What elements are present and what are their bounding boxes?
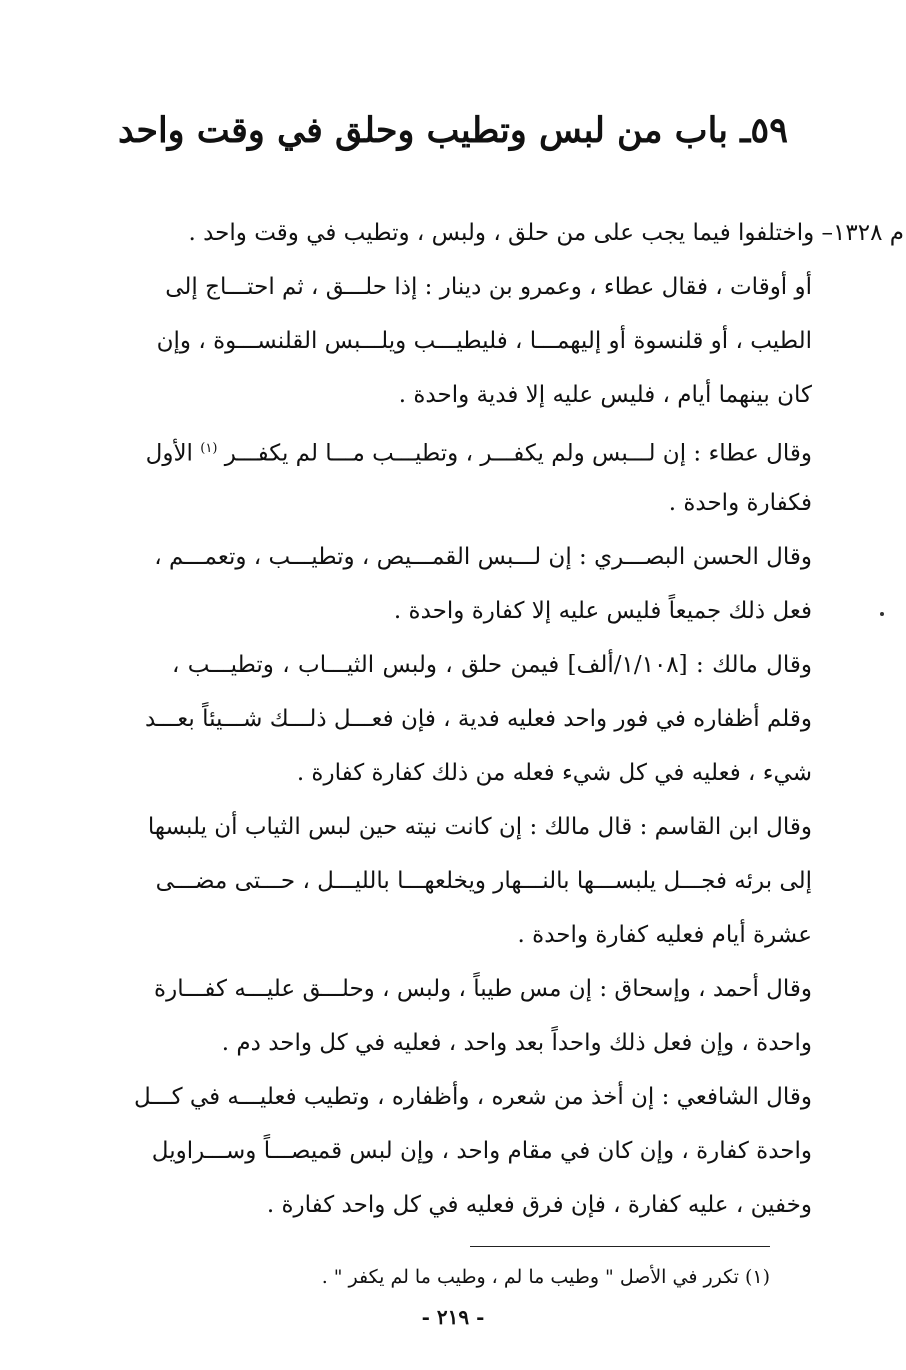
text-line bbox=[145, 422, 812, 476]
text-line: واحدة ، وإن فعل ذلك واحداً بعد واحد ، فعليه في كل واحد دم . bbox=[221, 1030, 812, 1056]
text-line: م ١٣٢٨– واختلفوا فيما يجب على من حلق ، ولبس ، وتطيب في وقت واحد . bbox=[188, 220, 904, 246]
text-segment: وقال عطاء : إن لـــبس ولم يكفـــر ، وتطيـــب مـــا لم يكفـــر bbox=[224, 440, 812, 467]
text-line: عشرة أيام فعليه كفارة واحدة . bbox=[517, 922, 812, 948]
text-line: كان بينهما أيام ، فليس عليه إلا فدية واحدة . bbox=[398, 382, 812, 408]
text-line: وقلم أظفاره في فور واحد فعليه فدية ، فإن فعـــل ذلـــك شـــيئاً بعـــد bbox=[144, 706, 812, 732]
text-line: وقال الشافعي : إن أخذ من شعره ، وأظفاره ، وتطيب فعليـــه في كـــل bbox=[134, 1084, 812, 1110]
margin-dot bbox=[880, 612, 884, 616]
text-line: شيء ، فعليه في كل شيء فعله من ذلك كفارة كفارة . bbox=[296, 760, 812, 786]
text-line: إلى برئه فجـــل يلبســـها بالنـــهار ويخلعهـــا بالليـــل ، حـــتى مضـــى bbox=[155, 868, 812, 894]
text-line: فعل ذلك جميعاً فليس عليه إلا كفارة واحدة . bbox=[393, 598, 812, 624]
page-number: - ٢١٩ - bbox=[421, 1305, 485, 1329]
body-text bbox=[134, 206, 904, 1232]
text-line: وقال أحمد ، وإسحاق : إن مس طيباً ، ولبس ، وحلـــق عليـــه كفـــارة bbox=[154, 976, 812, 1002]
footnote: (١) تكرر في الأصل " وطيب ما لم ، وطيب ما لم يكفر " . bbox=[321, 1266, 770, 1288]
text-line: وقال ابن القاسم : قال مالك : إن كانت نيته حين لبس الثياب أن يلبسها bbox=[147, 814, 812, 840]
text-line: فكفارة واحدة . bbox=[668, 490, 812, 516]
chapter-title: ٥٩ـ باب من لبس وتطيب وحلق في وقت واحد bbox=[117, 110, 789, 151]
text-line: واحدة كفارة ، وإن كان في مقام واحد ، وإن لبس قميصـــاً وســـراويل bbox=[151, 1138, 812, 1164]
text-segment: الأول bbox=[145, 440, 193, 467]
text-line: الطيب ، أو قلنسوة أو إليهمـــا ، فليطيـــب ويلـــبس القلنســـوة ، وإن bbox=[156, 328, 812, 354]
text-line: وقال مالك : [١/١٠٨/ألف] فيمن حلق ، ولبس الثيـــاب ، وتطيـــب ، bbox=[172, 652, 812, 678]
text-line: أو أوقات ، فقال عطاء ، وعمرو بن دينار : إذا حلـــق ، ثم احتـــاج إلى bbox=[165, 274, 812, 300]
footnote-marker: (١) bbox=[200, 441, 218, 456]
text-line: وقال الحسن البصـــري : إن لـــبس القمـــيص ، وتطيـــب ، وتعمـــم ، bbox=[154, 544, 812, 570]
footnote-divider bbox=[470, 1246, 770, 1247]
text-line: وخفين ، عليه كفارة ، فإن فرق فعليه في كل واحد كفارة . bbox=[266, 1192, 812, 1218]
